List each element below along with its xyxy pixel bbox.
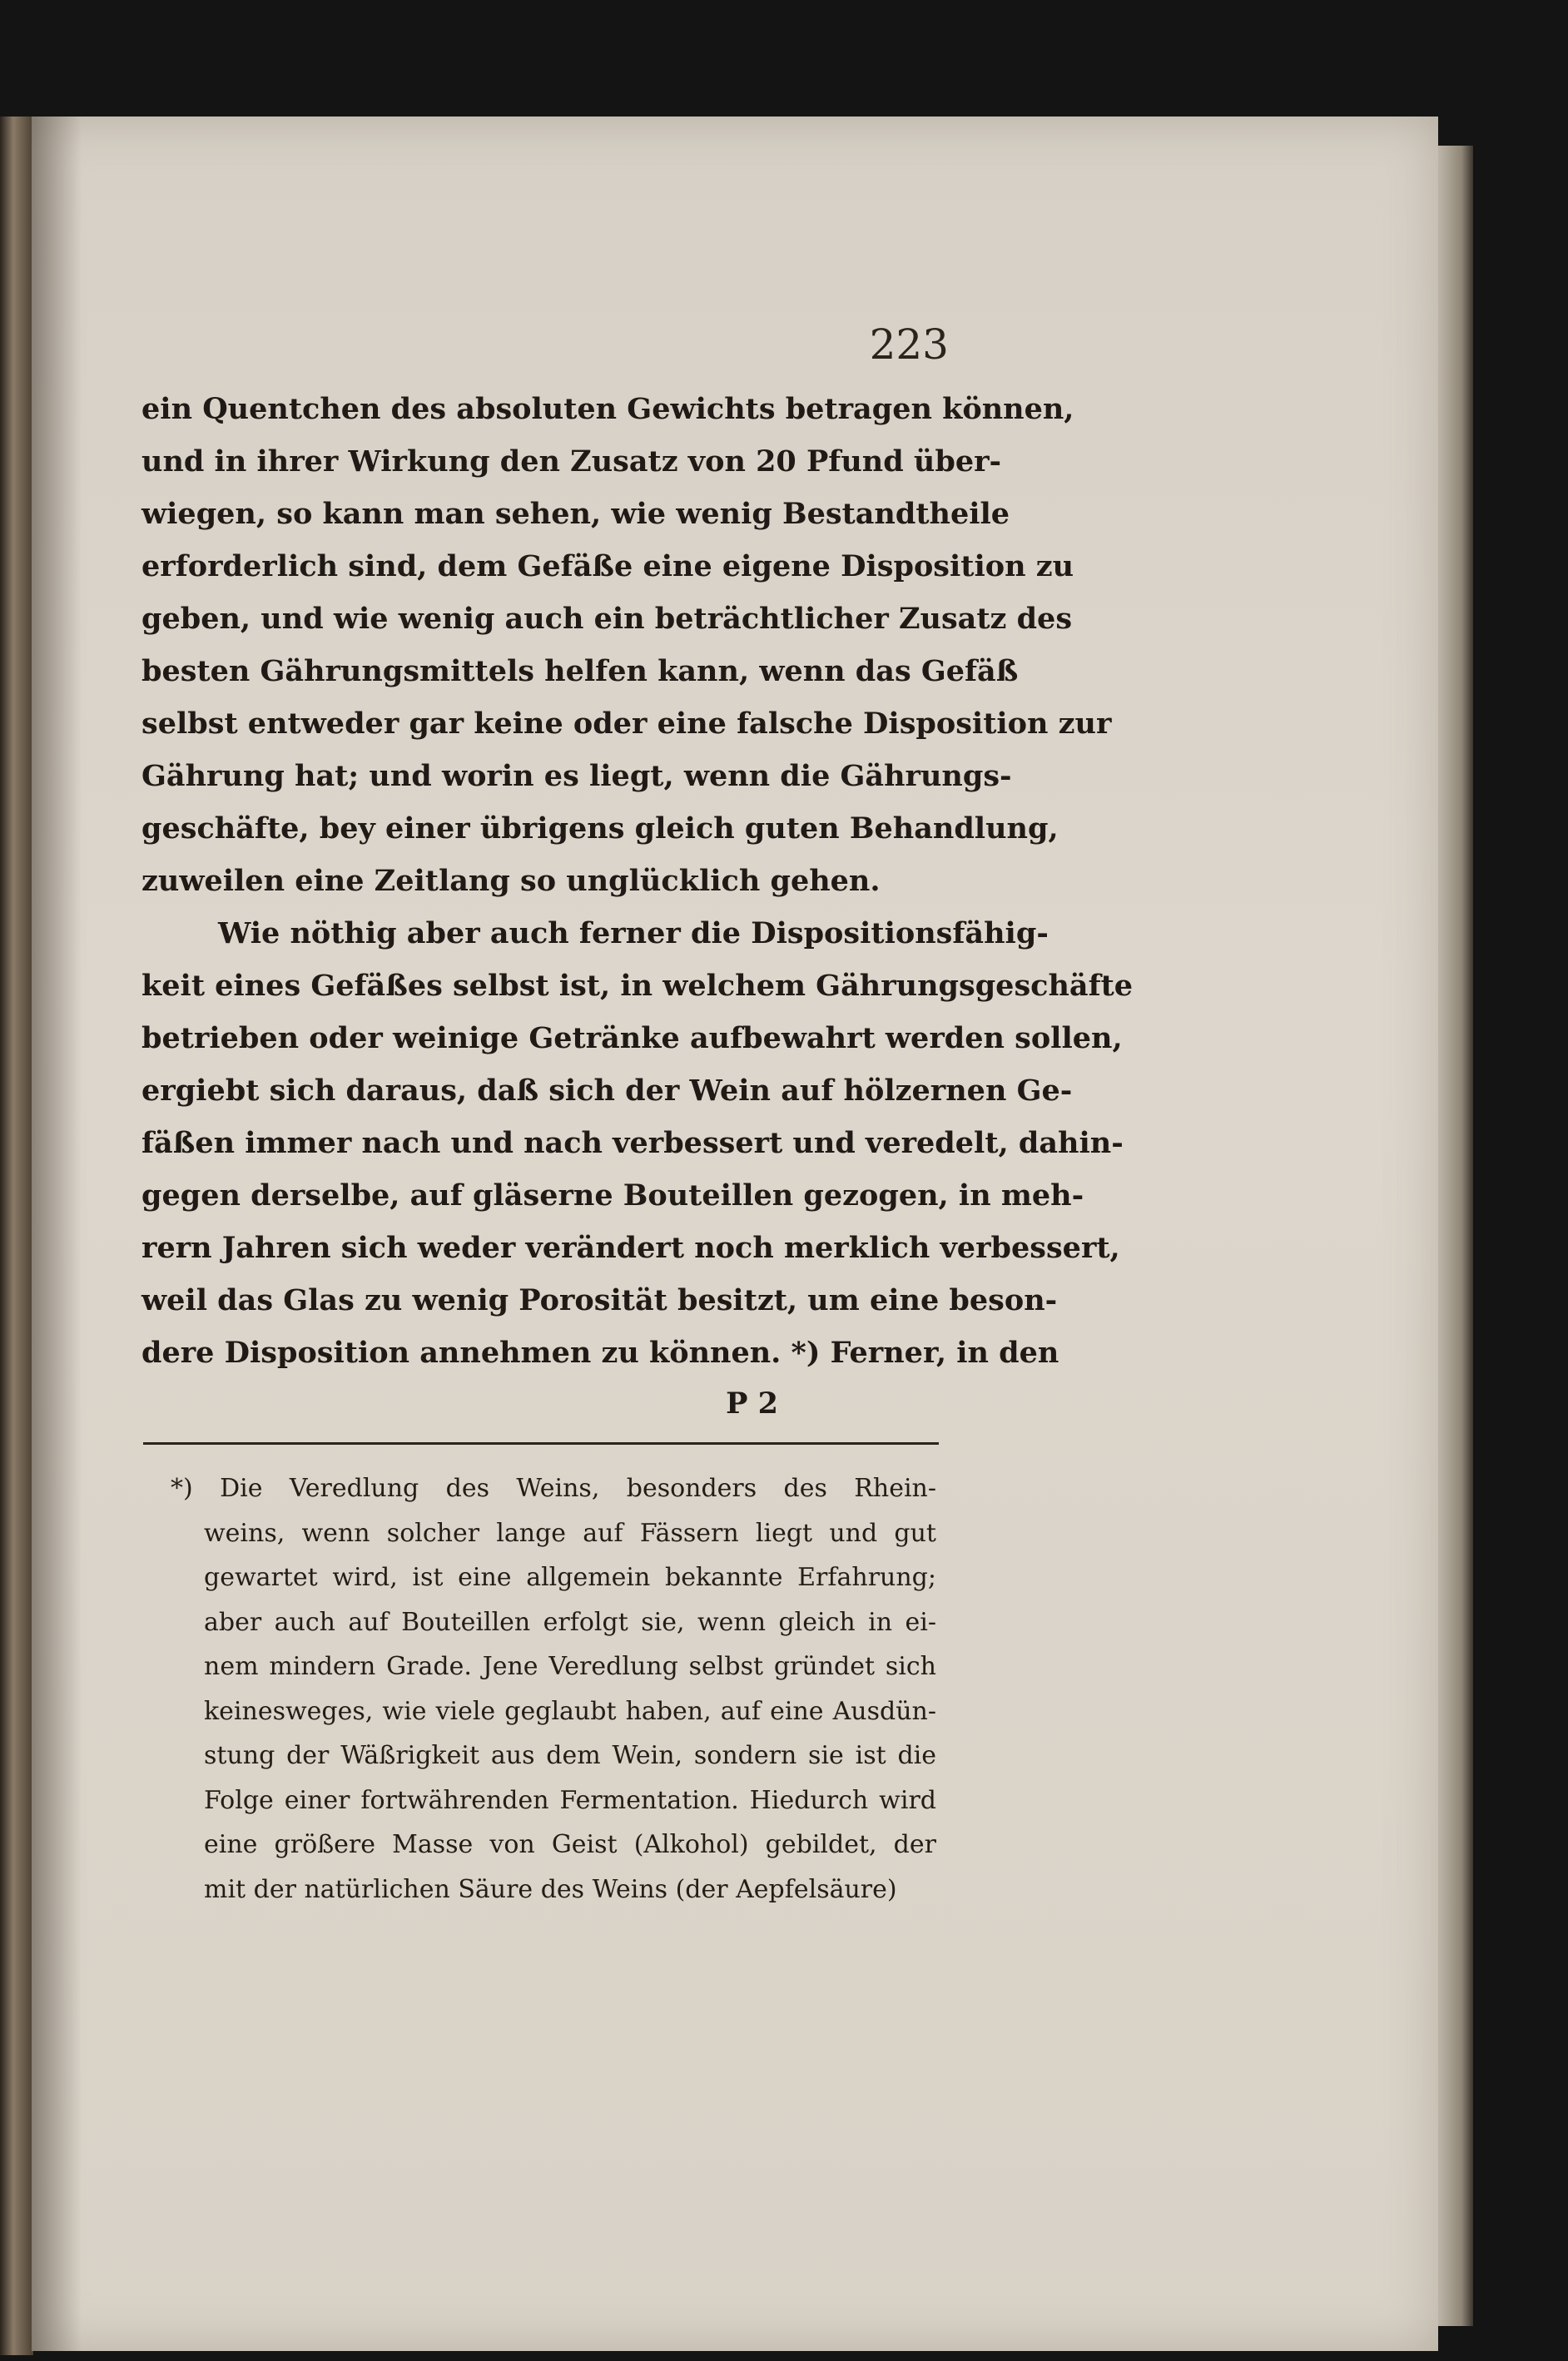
gutter-shadow [32,117,82,2351]
body-text [141,383,1134,1429]
page-number: 223 [869,320,949,369]
footnote-line: stung der Wäßrigkeit aus dem Wein, sondern sie ist die [204,1741,936,1770]
left-page-edge [0,117,33,2355]
footnote-divider [143,1442,939,1445]
body-line: betrieben oder weinige Getränke aufbewahrt werden sollen, [141,1021,1123,1055]
body-line: zuweilen eine Zeitlang so unglücklich gehen. [141,864,881,898]
footnote-line: keinesweges, wie viele geglaubt haben, auf eine Ausdün- [204,1696,936,1726]
footnote-line: mit der natürlichen Säure des Weins (der Aepfelsäure) [204,1874,897,1904]
footnote-line: weins, wenn solcher lange auf Fässern liegt und gut [204,1518,936,1548]
footnote-line: Folge einer fortwährenden Fermentation. Hiedurch wird [204,1785,936,1815]
footnote [171,1466,936,1912]
body-line: fäßen immer nach und nach verbessert und veredelt, dahin- [141,1126,1124,1160]
body-line: Gährung hat; und worin es liegt, wenn die Gährungs- [141,759,1012,793]
body-line: ein Quentchen des absoluten Gewichts betragen können, [141,392,1074,426]
body-line: selbst entweder gar keine oder eine falsche Disposition zur [141,707,1112,741]
body-line: Wie nöthig aber auch ferner die Dispositionsfähig- [218,916,1049,950]
body-line: geben, und wie wenig auch ein beträchtlicher Zusatz des [141,602,1073,636]
footnote-line: aber auch auf Bouteillen erfolgt sie, wenn gleich in ei- [204,1607,936,1637]
footnote-line: eine größere Masse von Geist (Alkohol) gebildet, der [204,1830,936,1859]
body-line: besten Gährungsmittels helfen kann, wenn das Gefäß [141,654,1019,688]
body-line: weil das Glas zu wenig Porosität besitzt, um eine beson- [141,1283,1058,1317]
body-line: und in ihrer Wirkung den Zusatz von 20 Pfund über- [141,444,1002,479]
body-line: erforderlich sind, dem Gefäße eine eigene Disposition zu [141,549,1074,583]
signature-mark: P 2 [726,1386,778,1421]
footnote-line: gewartet wird, ist eine allgemein bekannte Erfahrung; [204,1563,936,1592]
body-line: dere Disposition annehmen zu können. *) Ferner, in den [141,1336,1059,1370]
footnote-line: nem mindern Grade. Jene Veredlung selbst gründet sich [204,1652,936,1681]
body-line: wiegen, so kann man sehen, wie wenig Bestandtheile [141,497,1010,531]
body-line: geschäfte, bey einer übrigens gleich guten Behandlung, [141,811,1059,846]
body-line: rern Jahren sich weder verändert noch merklich verbessert, [141,1231,1120,1265]
footnote-line: *) Die Veredlung des Weins, besonders des Rhein- [171,1474,936,1503]
body-line: gegen derselbe, auf gläserne Bouteillen gezogen, in meh- [141,1178,1084,1213]
body-line: ergiebt sich daraus, daß sich der Wein auf hölzernen Ge- [141,1074,1073,1108]
body-line: keit eines Gefäßes selbst ist, in welchem Gährungsgeschäfte [141,969,1134,1003]
